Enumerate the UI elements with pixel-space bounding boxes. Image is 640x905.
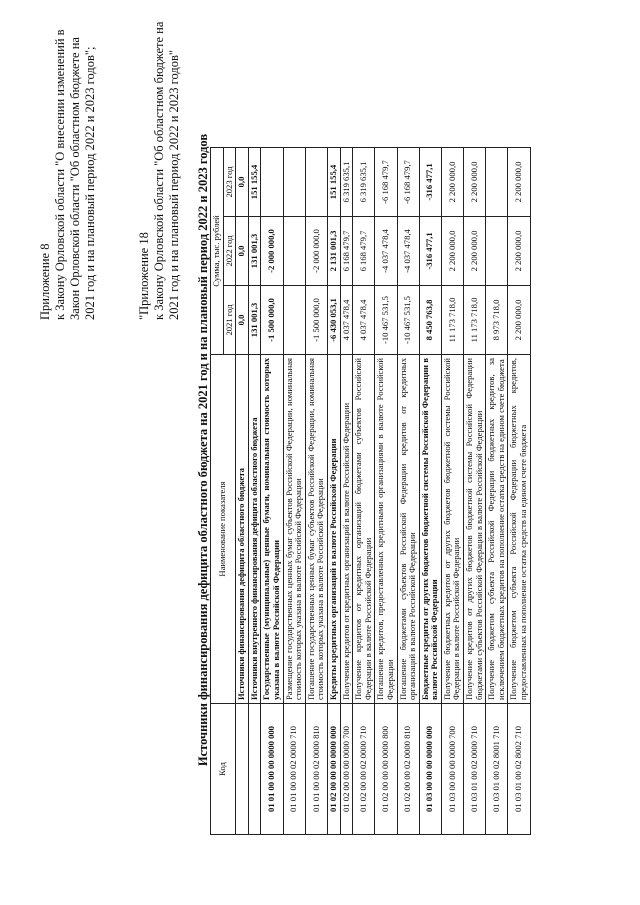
financing-table	[210, 147, 531, 835]
row-name: Кредиты кредитных организаций в валюте Российской Федерации	[327, 355, 340, 704]
appendix2-line: "Приложение 18	[137, 232, 151, 320]
table-row	[248, 148, 261, 835]
appendix-line: к Закону Орловской области "О внесении изменений в	[53, 29, 67, 320]
row-name: Погашение государственных ценных бумаг субъектов Российской Федерации, номинальная стоимость которых указана в валюте Российской Федерации	[305, 355, 327, 704]
table-row	[486, 148, 508, 835]
appendix2-line: 2021 год и на плановый период 2022 и 2023 годов"	[167, 50, 181, 320]
row-code: 01 02 00 00 02 0000 710	[353, 704, 375, 835]
table-row	[464, 148, 486, 835]
row-value-2022: 2 200 000,0	[441, 217, 463, 286]
row-name: Получение кредитов от кредитных организаций в валюте Российской Федерации	[340, 355, 353, 704]
row-value-2021: 8 450 763,8	[419, 286, 441, 355]
table-row	[353, 148, 375, 835]
row-name: Получение бюджетом субъекта Российской Федерации бюджетных кредитов, за исключением бюджетных кредитов на пополнение остатка средств на едином счете бюджета	[486, 355, 508, 704]
row-value-2023: -6 168 479,7	[375, 148, 397, 217]
row-value-2021	[283, 286, 305, 355]
appendix-line: 2021 год и на плановый период 2022 и 2023 годов";	[83, 46, 97, 320]
row-value-2023	[305, 148, 327, 217]
row-value-2022: -2 000 000,0	[261, 217, 283, 286]
row-value-2023	[283, 148, 305, 217]
header-name: Наименование показателя	[211, 355, 236, 704]
header-2021: 2021 год	[223, 286, 236, 355]
row-value-2021: 11 173 718,0	[464, 286, 486, 355]
appendix2-header	[137, 0, 182, 320]
row-value-2022: -4 037 478,4	[375, 217, 397, 286]
row-name: Погашение кредитов, предоставленных кредитными организациями в валюте Российской Федерации	[375, 355, 397, 704]
header-2022: 2022 год	[223, 217, 236, 286]
row-code: 01 01 00 00 02 0000 710	[283, 704, 305, 835]
row-name: Получение кредитов от других бюджетов бюджетной системы Российской Федерации бюджетами субъектов Российской Федерации в валюте Российской Федерации	[464, 355, 486, 704]
row-value-2023: -316 477,1	[419, 148, 441, 217]
row-name: Погашение бюджетами субъектов Российской Федерации кредитов от кредитных организаций в валюте Российской Федерации	[397, 355, 419, 704]
row-value-2021: 11 173 718,0	[441, 286, 463, 355]
row-value-2023: 6 319 635,1	[340, 148, 353, 217]
row-name: Получение бюджетных кредитов от других бюджетов бюджетной системы Российской Федерации в валюте Российской Федерации	[441, 355, 463, 704]
appendix-header	[38, 29, 98, 320]
row-name: Государственные (муниципальные) ценные бумаги, номинальная стоимость которых указана в валюте Российской Федерации	[261, 355, 283, 704]
table-row	[375, 148, 397, 835]
row-value-2022	[486, 217, 508, 286]
row-value-2022: -4 037 478,4	[397, 217, 419, 286]
row-value-2021: 8 973 718,0	[486, 286, 508, 355]
appendix-line: Приложение 8	[38, 243, 52, 320]
row-value-2022: 0,0	[236, 217, 249, 286]
row-name: Источники внутреннего финансирования дефицита областного бюджета	[248, 355, 261, 704]
row-value-2023: -6 168 479,7	[397, 148, 419, 217]
row-code: 01 03 00 00 00 0000 700	[441, 704, 463, 835]
table-row	[397, 148, 419, 835]
row-value-2021: 4 037 478,4	[340, 286, 353, 355]
row-code: 01 02 00 00 00 0000 000	[327, 704, 340, 835]
row-code: 01 03 00 00 00 0000 000	[419, 704, 441, 835]
row-value-2022	[283, 217, 305, 286]
row-value-2021: 131 001,3	[248, 286, 261, 355]
row-value-2022: 2 131 001,3	[327, 217, 340, 286]
row-value-2022: -2 000 000,0	[305, 217, 327, 286]
row-value-2023: 2 200 000,0	[508, 148, 530, 217]
row-value-2021: -6 430 053,1	[327, 286, 340, 355]
row-value-2022: 131 001,3	[248, 217, 261, 286]
row-code: 01 01 00 00 02 0000 810	[305, 704, 327, 835]
row-value-2023: 151 155,4	[327, 148, 340, 217]
row-value-2021: 2 200 000,0	[508, 286, 530, 355]
row-name: Источники финансирования дефицита областного бюджета	[236, 355, 249, 704]
row-code: 01 02 00 00 00 0000 800	[375, 704, 397, 835]
table-row	[441, 148, 463, 835]
table-row	[419, 148, 441, 835]
row-name: Бюджетные кредиты от других бюджетов бюджетной системы Российской Федерации в валюте Российской Федерации	[419, 355, 441, 704]
row-value-2023: 2 200 000,0	[441, 148, 463, 217]
row-code: 01 03 01 00 02 0000 710	[464, 704, 486, 835]
row-value-2022: 2 200 000,0	[508, 217, 530, 286]
row-code	[236, 704, 249, 835]
table-body	[236, 148, 530, 835]
row-value-2021: 4 037 478,4	[353, 286, 375, 355]
table-row	[261, 148, 283, 835]
row-value-2022: 2 200 000,0	[464, 217, 486, 286]
header-2023: 2023 год	[223, 148, 236, 217]
table-row	[340, 148, 353, 835]
row-name: Получение бюджетом субъекта Российской Федерации бюджетных кредитов, предоставленных на пополнение остатка средств на едином счете бюджета	[508, 355, 530, 704]
appendix2-line: к Закону Орловской области "Об областном бюджете на	[152, 21, 166, 320]
row-code: 01 02 00 00 00 0000 700	[340, 704, 353, 835]
table-row	[305, 148, 327, 835]
row-code: 01 02 00 00 02 0000 810	[397, 704, 419, 835]
row-value-2021: -1 500 000,0	[305, 286, 327, 355]
row-value-2021: 0,0	[236, 286, 249, 355]
table-row	[236, 148, 249, 835]
row-value-2023: 151 155,4	[248, 148, 261, 217]
document-title: Источники финансирования дефицита областного бюджета на 2021 год и на плановый период 2022 и 2023 годов	[196, 133, 210, 767]
row-value-2023	[261, 148, 283, 217]
row-value-2022: -316 477,1	[419, 217, 441, 286]
row-value-2022: 6 168 479,7	[340, 217, 353, 286]
row-value-2023	[486, 148, 508, 217]
table-row	[283, 148, 305, 835]
row-value-2021: -10 467 531,5	[375, 286, 397, 355]
row-name: Размещение государственных ценных бумаг субъектов Российской Федерации, номинальная стоимость которых указана в валюте Российской Федерации	[283, 355, 305, 704]
row-name: Получение кредитов от кредитных организаций бюджетами субъектов Российской Федерации в валюте Российской Федерации	[353, 355, 375, 704]
row-value-2021: -1 500 000,0	[261, 286, 283, 355]
table-row	[327, 148, 340, 835]
row-value-2023: 2 200 000,0	[464, 148, 486, 217]
row-value-2021: -10 467 531,5	[397, 286, 419, 355]
row-code: 01 03 01 00 02 8002 710	[508, 704, 530, 835]
row-code: 01 01 00 00 00 0000 000	[261, 704, 283, 835]
appendix-line: Закон Орловской области "Об областном бюджете на	[68, 37, 82, 320]
header-code: Код	[211, 704, 236, 835]
header-sum: Сумма, тыс. рублей	[211, 148, 224, 355]
row-value-2023: 6 319 635,1	[353, 148, 375, 217]
row-value-2022: 6 168 479,7	[353, 217, 375, 286]
row-code	[248, 704, 261, 835]
table-row	[508, 148, 530, 835]
row-value-2023: 0,0	[236, 148, 249, 217]
table-container	[210, 147, 531, 835]
row-code: 01 03 01 00 02 8001 710	[486, 704, 508, 835]
